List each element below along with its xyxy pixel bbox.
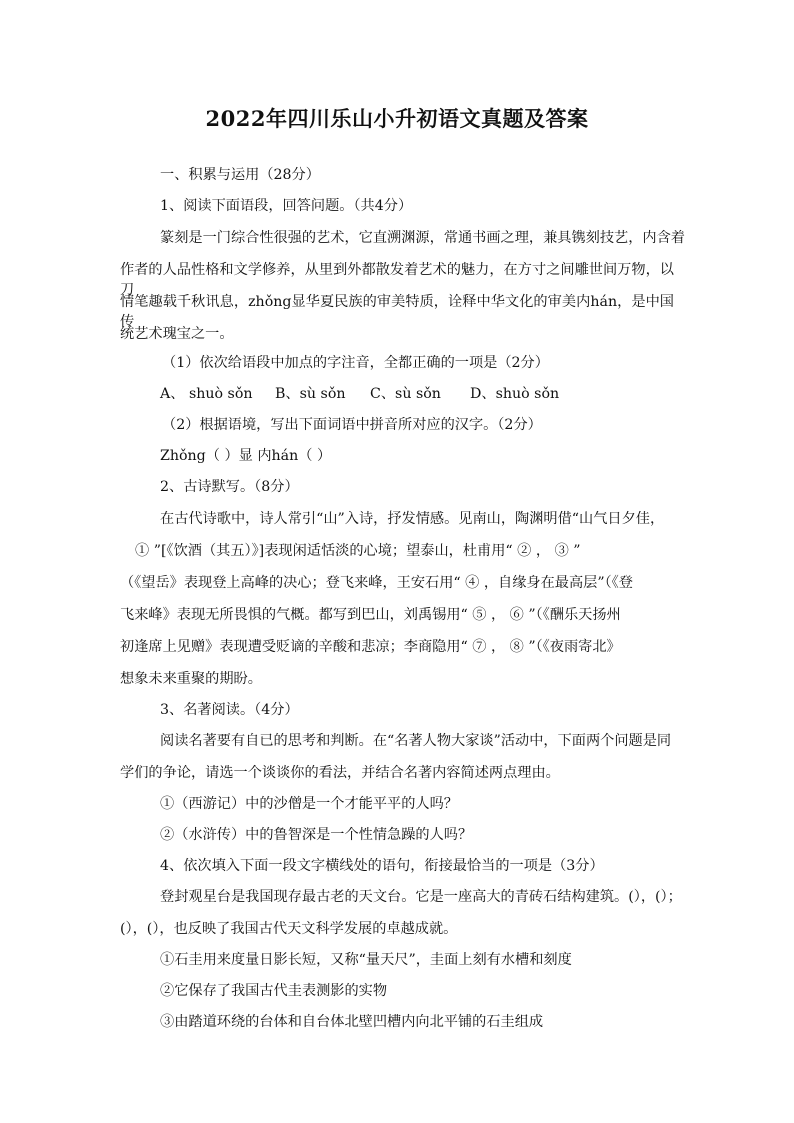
poetry-line: 飞来峰》表现无所畏惧的气概。都写到巴山，刘禹锡用“ ⑤ ， ⑥ ”（《酬乐天扬州 [120, 607, 621, 623]
sub-question-2: （2）根据语境，写出下面词语中拼音所对应的汉字。（2分） [162, 417, 542, 433]
question-4-heading: 4、依次填入下面一段文字横线处的语句，衔接最恰当的一项是（3分） [160, 858, 604, 874]
fill-blanks: Zhǒng（ ）显 内hán（ ） [160, 448, 332, 464]
option-a: A、 shuò sǒn [160, 386, 253, 402]
question-3-heading: 3、名著阅读。（4分） [160, 702, 299, 718]
question-3-item: ①（西游记）中的沙僧是一个才能平平的人吗？ [160, 796, 458, 812]
question-4-text: (），(），也反映了我国古代天文科学发展的卓越成就。 [120, 921, 458, 937]
question-4-text: 登封观星台是我国现存最古老的天文台。它是一座高大的青砖石结构建筑。(），(）； [160, 889, 682, 905]
question-2-heading: 2、古诗默写。（8分） [160, 479, 299, 495]
question-4-item: ①石圭用来度量日影长短，又称“量天尺”，圭面上刻有水槽和刻度 [160, 952, 572, 968]
option-c: C、sù sǒn [370, 386, 441, 402]
option-d: D、shuò sǒn [470, 386, 560, 402]
question-4-item: ③由踏道环绕的台体和自台体北壁凹槽内向北平铺的石圭组成 [160, 1014, 544, 1030]
sub-question-1: （1）依次给语段中加点的字注音，全都正确的一项是（2分） [162, 355, 549, 371]
poetry-line: 想象未来重聚的期盼。 [120, 671, 262, 687]
question-4-item: ②它保存了我国古代圭表测影的实物 [160, 983, 388, 999]
passage-line: 篆刻是一门综合性很强的艺术，它直溯渊源，常通书画之理，兼具镌刻技艺，内含着 [160, 230, 685, 246]
answer-options [160, 384, 559, 404]
poetry-line: ① ”[《饮酒（其五）》]表现闲适恬淡的心境；望泰山，杜甫用“ ② ， ③ ” [135, 543, 581, 559]
section-heading: 一、积累与运用（28分） [160, 167, 320, 183]
question-1-heading: 1、阅读下面语段，回答问题。（共4分） [160, 198, 413, 214]
passage-line: 情笔趣载千秋讯息，zhǒng显华夏民族的审美特质，诠释中华文化的审美内hán，是中国传 [120, 294, 674, 330]
poetry-line: 初逢席上见赠》表现遭受贬谪的辛酸和悲凉；李商隐用“ ⑦ ， ⑧ ”（《夜雨寄北》 [120, 639, 621, 655]
page-title: 2022年四川乐山小升初语文真题及答案 [205, 106, 589, 131]
question-3-text: 阅读名著要有自已的思考和判断。在“名著人物大家谈”活动中，下面两个问题是同 [160, 733, 672, 749]
poetry-line: （《望岳》表现登上高峰的决心；登飞来峰，王安石用“ ④ ，自缘身在最高层”（《登 [120, 575, 633, 591]
option-b: B、sù sǒn [275, 386, 346, 402]
passage-line: 统艺术瑰宝之一。 [120, 326, 234, 342]
question-3-item: ②（水浒传）中的鲁智深是一个性情急躁的人吗？ [160, 827, 473, 843]
question-3-text: 学们的争论，请选一个谈谈你的看法，并结合名著内容简述两点理由。 [120, 765, 560, 781]
passage-line: 作者的人品性格和文学修养，从里到外都散发着艺术的魅力，在方寸之间雕世间万物，以刀 [120, 262, 674, 298]
poetry-line: 在古代诗歌中，诗人常引“山”入诗，抒发情感。见南山，陶渊明借“山气日夕佳， [160, 511, 665, 527]
